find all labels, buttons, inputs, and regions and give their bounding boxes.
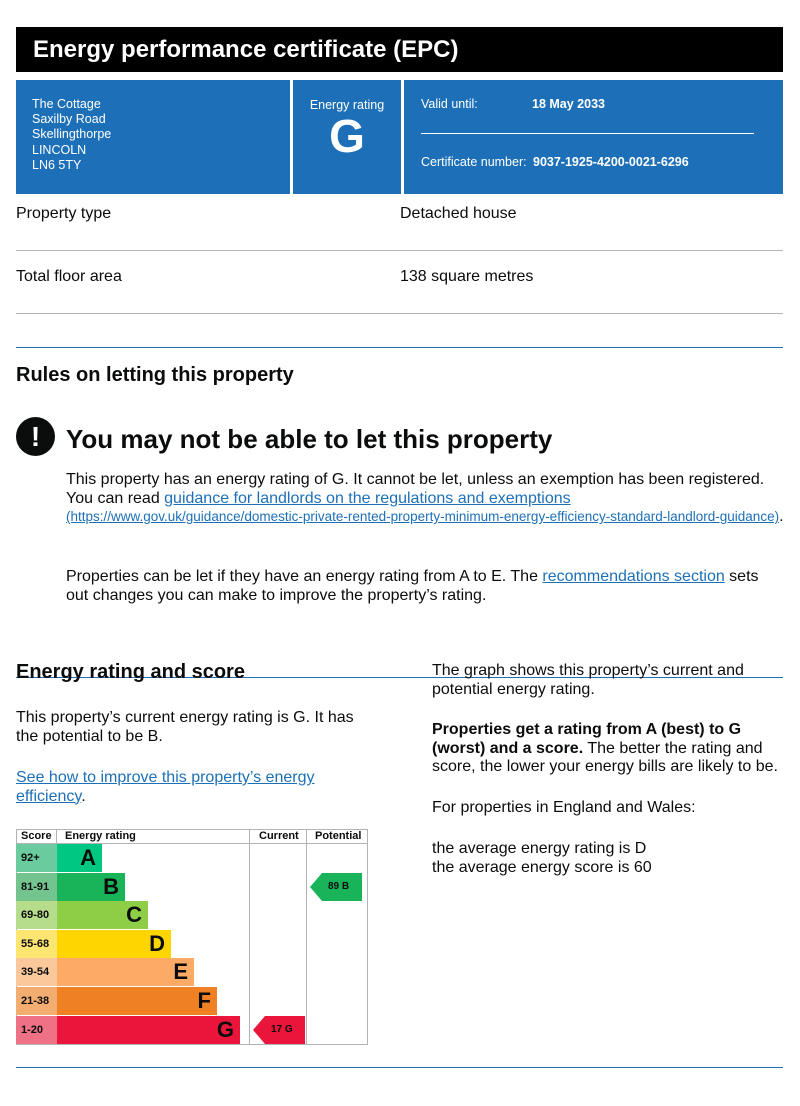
average-stats — [432, 840, 782, 877]
energy-rating-box — [293, 80, 401, 194]
energy-summary: This property’s current energy rating is G. It has the potential to be B. — [16, 709, 354, 745]
letting-paragraph-2 — [66, 568, 778, 605]
address-line: LINCOLN — [32, 142, 87, 157]
certificate-number-label: Certificate number: — [421, 155, 527, 169]
letting-paragraph-1 — [66, 471, 786, 527]
property-type-row — [16, 188, 783, 251]
floor-area-row — [16, 251, 783, 314]
energy-rating-label: Energy rating — [309, 98, 385, 112]
section-divider — [16, 347, 783, 348]
band-score-b: 81-91 — [16, 873, 57, 901]
section-divider — [16, 1067, 783, 1068]
band-score-f: 21-38 — [16, 987, 57, 1015]
property-type-value: Detached house — [400, 205, 517, 222]
warning-title: You may not be able to let this property — [66, 424, 553, 454]
potential-header: Potential — [315, 830, 362, 842]
average-rating: the average energy rating is D — [432, 840, 647, 857]
band-letter: E — [173, 959, 188, 985]
region-note: For properties in England and Wales: — [432, 799, 696, 816]
band-score-d: 55-68 — [16, 930, 57, 958]
average-score: the average energy score is 60 — [432, 858, 652, 876]
rating-explanation-bold: Properties get a rating from A (best) to G (worst) and a score. — [432, 721, 742, 757]
rating-explanation — [432, 721, 787, 777]
band-letter: B — [103, 873, 119, 899]
band-bar-g — [57, 1016, 240, 1044]
current-header: Current — [259, 830, 299, 842]
rating-explanation-rest: The better the rating and score, the lower your energy bills are likely to be. — [432, 739, 778, 775]
valid-until-label: Valid until: — [421, 97, 478, 111]
band-score-e: 39-54 — [16, 958, 57, 986]
improve-efficiency-link[interactable]: See how to improve this property’s energy efficiency — [16, 769, 315, 805]
guidance-url-link[interactable]: (https://www.gov.uk/guidance/domestic-private-rented-property-minimum-energy-efficiency-standard-landlord-guidance) — [66, 509, 780, 524]
address-line: Skellingthorpe — [32, 127, 112, 142]
band-letter: A — [80, 845, 96, 870]
band-bar-d — [57, 930, 171, 958]
band-bar-e — [57, 958, 194, 986]
divider — [421, 133, 754, 134]
energy-rating-letter: G — [329, 110, 365, 162]
band-bar-f — [57, 987, 217, 1015]
rating-header: Energy rating — [65, 830, 136, 842]
potential-rating-arrow — [310, 873, 362, 901]
property-type-label: Property type — [16, 205, 112, 222]
energy-heading: Energy rating and score — [16, 661, 245, 683]
band-bar-b — [57, 873, 125, 901]
band-bar-c — [57, 901, 148, 929]
paragraph-text: Properties can be let if they have an energy rating from A to E. The — [66, 568, 543, 585]
floor-area-label: Total floor area — [16, 268, 122, 285]
address-line: Saxilby Road — [32, 112, 106, 127]
valid-until-value: 18 May 2033 — [532, 97, 605, 111]
certificate-summary — [16, 80, 783, 194]
band-score-a: 92+ — [16, 844, 57, 872]
certificate-details — [404, 80, 783, 194]
band-letter: C — [126, 902, 142, 928]
address-line: The Cottage — [32, 97, 101, 111]
address-line: LN6 5TY — [32, 157, 82, 172]
paragraph-text: This property has an energy rating of G. It cannot be let, unless an exemption has been registered. You can read — [66, 471, 765, 507]
current-rating-arrow-label: 17 G — [271, 1023, 293, 1035]
improve-link-paragraph — [16, 769, 366, 806]
band-score-c: 69-80 — [16, 901, 57, 929]
current-column — [249, 829, 307, 1045]
certificate-number-value: 9037-1925-4200-0021-6296 — [533, 155, 689, 169]
band-letter: F — [197, 988, 211, 1013]
recommendations-link[interactable]: recommendations section — [542, 568, 725, 585]
energy-rating-chart — [16, 829, 368, 1045]
property-address — [16, 80, 290, 194]
band-score-g: 1-20 — [16, 1016, 57, 1044]
landlord-guidance-link[interactable]: guidance for landlords on the regulations and exemptions — [164, 489, 571, 507]
paragraph-text: . — [81, 787, 86, 805]
graph-description: The graph shows this property’s current and potential energy rating. — [432, 662, 744, 698]
paragraph-text: . — [779, 508, 784, 525]
warning-icon: ! — [16, 417, 55, 456]
band-letter: G — [216, 1016, 234, 1042]
floor-area-value: 138 square metres — [400, 268, 534, 285]
paragraph-text: sets out changes you can make to improve the property’s rating. — [66, 568, 759, 604]
current-rating-arrow — [253, 1016, 305, 1044]
page-title: Energy performance certificate (EPC) — [16, 27, 783, 72]
score-header: Score — [21, 830, 52, 842]
band-bar-a — [57, 844, 102, 872]
band-letter: D — [149, 930, 165, 956]
potential-rating-arrow-label: 89 B — [328, 880, 350, 892]
letting-heading: Rules on letting this property — [16, 364, 294, 386]
